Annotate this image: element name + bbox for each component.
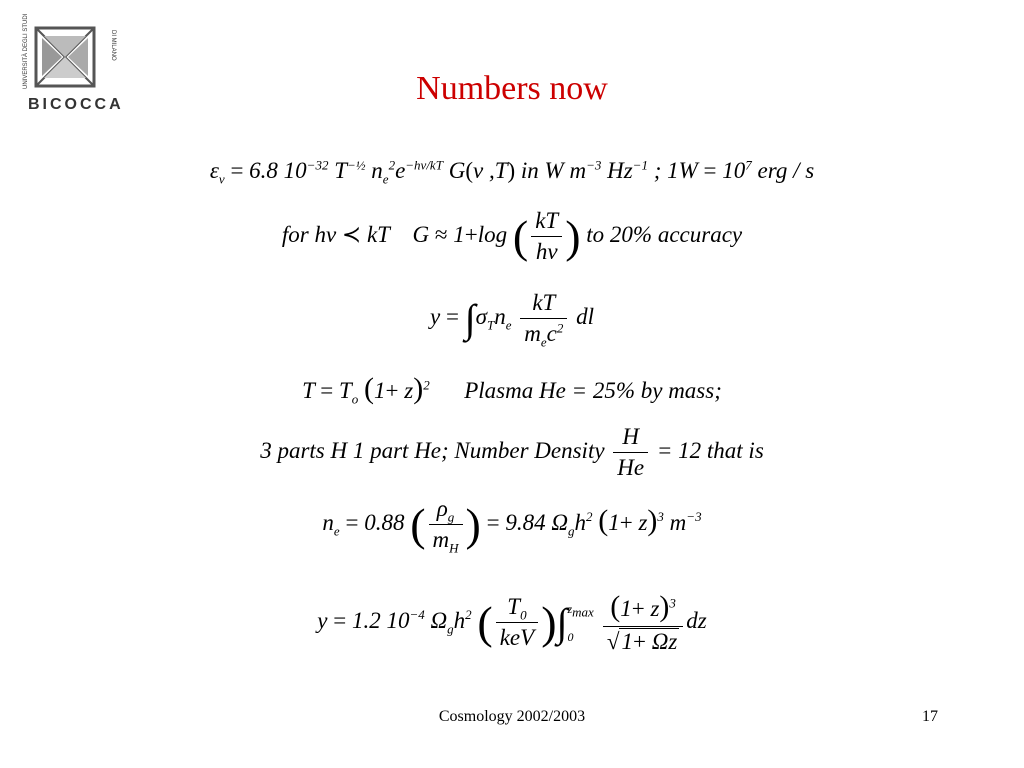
- compton-y-equation: $y = \int\sigma_Tn_e$ $\frac{kT}{m_ec^2}$ dl: [429, 290, 595, 350]
- emissivity-equation: $\varepsilon_\nu = 6.8$ $10^{-32}$ $T^{-\frac{1}{2}}$ $n_e^2e^{-h\nu/kT}$ G(ν ,T) in W $m^{-3}$ $Hz^{-1}$ ; $1W = 10^7$ erg / s: [209, 157, 815, 187]
- electron-density-equation: $n_e = 0.88$ ( $\frac{\rho_g}{m_H}$ ) = 9.84 $\Omega_gh^2$ $(1+ z)^3$ $m^{-3}$: [322, 496, 702, 556]
- that-is-text: = 12 that is: [656, 437, 764, 463]
- logo-name: BICOCCA: [28, 96, 124, 113]
- temperature-equation: $T = T_o$ $(1+ z)^2$ Plasma He = 25% by mass;: [302, 372, 722, 407]
- accuracy-label: to 20% accuracy: [586, 221, 743, 247]
- footer-course: Cosmology 2002/2003: [438, 708, 586, 725]
- y-integral-equation: y = 1.2 $10^{-4}$ $\Omega_gh^2$ ( $\frac{T_0}{\text{keV}}$ )$\int z_{max}$ 0 $\frac{(1+ z)^3}{√1+ \Omega z}$ dz: [317, 590, 707, 654]
- plasma-text: Plasma He = 25% by mass;: [464, 378, 722, 403]
- gaunt-factor-equation: for hν ≺ kT G ≈ 1+log ( $\frac{kT}{h\nu}$ ) to 20% accuracy: [281, 208, 743, 264]
- slide-title: Numbers now: [416, 70, 608, 107]
- page-number: 17: [922, 708, 938, 725]
- parts-text: 3 parts H 1 part He; Number Density: [260, 437, 605, 463]
- number-density-equation: 3 parts H 1 part He; Number Density $\frac{H}{He}$ = 12 that is: [260, 424, 764, 480]
- logo-line2: DI MILANO: [110, 30, 116, 61]
- logo-line1: UNIVERSITÀ DEGLI STUDI: [23, 13, 29, 89]
- for-label: for: [281, 221, 309, 247]
